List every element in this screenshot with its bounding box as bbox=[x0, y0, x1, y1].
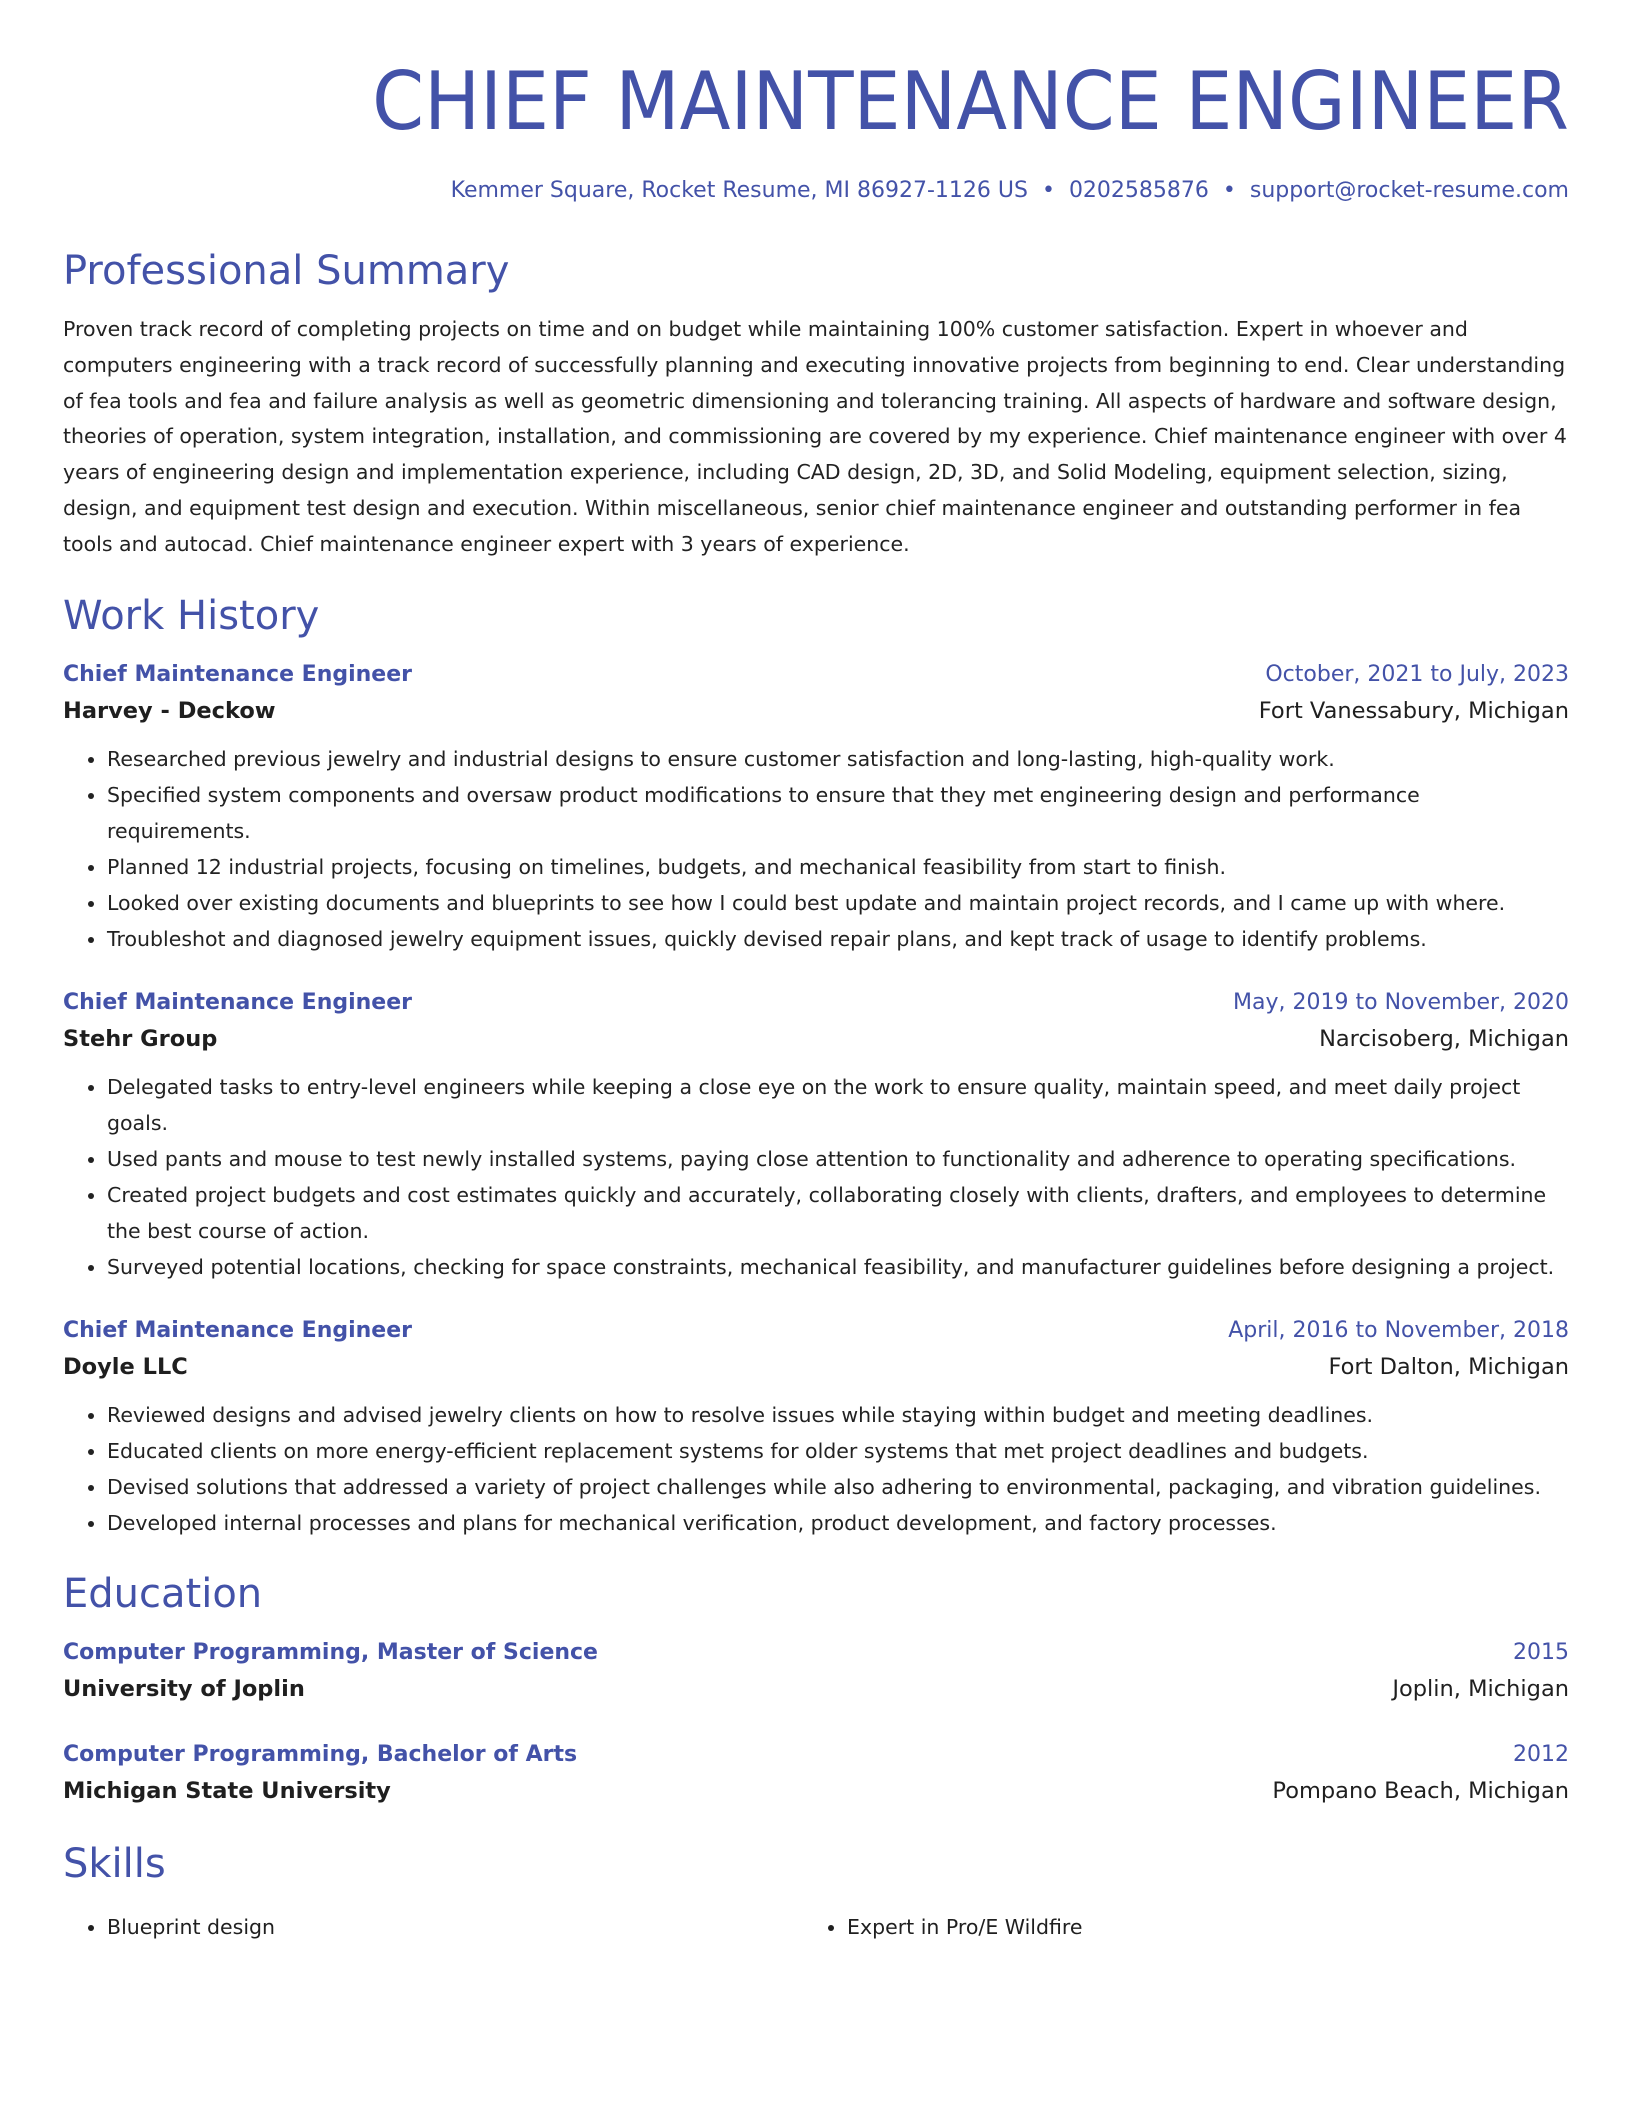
resume-header bbox=[63, 56, 1569, 206]
list-item: • Created project budgets and cost estimates quickly and accurately, collaborating closely with clients, drafters, and employees to determine the best course of action. bbox=[107, 1177, 1569, 1249]
skills-section bbox=[63, 1839, 1569, 1945]
work-history-section bbox=[63, 591, 1569, 1541]
list-item: • Planned 12 industrial projects, focusing on timelines, budgets, and mechanical feasibility from start to finish. bbox=[107, 849, 1569, 885]
contact-line bbox=[63, 176, 1569, 206]
summary-heading: Professional Summary bbox=[63, 248, 510, 294]
skills-heading: Skills bbox=[63, 1840, 166, 1887]
job-location: Fort Vanessabury, Michigan bbox=[1258, 697, 1569, 724]
job-location: Fort Dalton, Michigan bbox=[1328, 1353, 1569, 1380]
degree-name: Computer Programming, Bachelor of Arts bbox=[63, 1741, 578, 1767]
list-item: • Developed internal processes and plans for mechanical verification, product development, and factory processes. bbox=[107, 1505, 1569, 1541]
job-dates: April, 2016 to November, 2018 bbox=[1228, 1317, 1569, 1343]
job-bullet-list bbox=[63, 1397, 1569, 1541]
list-item: • Specified system components and oversaw product modifications to ensure that they met engineering design and performance requirements. bbox=[107, 777, 1569, 849]
job-role: Chief Maintenance Engineer bbox=[63, 661, 413, 687]
list-item: • Educated clients on more energy-efficient replacement systems for older systems that met project deadlines and budgets. bbox=[107, 1433, 1569, 1469]
list-item: • Used pants and mouse to test newly installed systems, paying close attention to functionality and adherence to operating specifications. bbox=[107, 1141, 1569, 1177]
skill-item: • Blueprint design bbox=[107, 1909, 803, 1945]
summary-text: Proven track record of completing projects on time and on budget while maintaining 100% customer satisfaction. Expert in whoever and computers engineering with a track record of successfully planning and executing innovative projects from beginning to end. Clear understanding of fea tools and fea and failure analysis as well as geometric dimensioning and tolerancing training. All aspects of hardware and software design, theories of operation, system integration, installation, and commissioning are covered by my experience. Chief maintenance engineer with over 4 years of engineering design and implementation experience, including CAD design, 2D, 3D, and Solid Modeling, equipment selection, sizing, design, and equipment test design and execution. Within miscellaneous, senior chief maintenance engineer and outstanding performer in fea tools and autocad. Chief maintenance engineer expert with 3 years of experience. bbox=[63, 317, 1567, 556]
job-company: Doyle LLC bbox=[63, 1353, 188, 1380]
summary-section bbox=[63, 246, 1569, 563]
job-dates: October, 2021 to July, 2023 bbox=[1265, 661, 1569, 687]
job-dates: May, 2019 to November, 2020 bbox=[1233, 989, 1569, 1015]
job-entry bbox=[63, 659, 1569, 957]
job-location: Narcisoberg, Michigan bbox=[1319, 1025, 1569, 1052]
graduation-year: 2012 bbox=[1513, 1741, 1569, 1767]
skill-item: • Expert in Pro/E Wildfire bbox=[847, 1909, 1543, 1945]
list-item: • Devised solutions that addressed a variety of project challenges while also adhering to environmental, packaging, and vibration guidelines. bbox=[107, 1469, 1569, 1505]
school-location: Joplin, Michigan bbox=[1392, 1675, 1569, 1702]
job-bullet-list bbox=[63, 741, 1569, 957]
skills-grid bbox=[63, 1909, 1569, 1945]
list-item: • Troubleshot and diagnosed jewelry equipment issues, quickly devised repair plans, and kept track of usage to identify problems. bbox=[107, 921, 1569, 957]
school-location: Pompano Beach, Michigan bbox=[1272, 1777, 1569, 1804]
job-entry bbox=[63, 987, 1569, 1285]
bullet-separator: • bbox=[1222, 178, 1236, 203]
skills-list-left bbox=[63, 1909, 803, 1945]
education-entry bbox=[63, 1637, 1569, 1709]
education-section bbox=[63, 1569, 1569, 1811]
list-item: • Looked over existing documents and blueprints to see how I could best update and maintain project records, and I came up with where. bbox=[107, 885, 1569, 921]
phone-text: 0202585876 bbox=[1068, 178, 1209, 203]
job-role: Chief Maintenance Engineer bbox=[63, 989, 413, 1015]
bullet-separator: • bbox=[1041, 178, 1055, 203]
work-history-heading: Work History bbox=[63, 592, 320, 639]
graduation-year: 2015 bbox=[1513, 1639, 1569, 1665]
list-item: • Delegated tasks to entry-level engineers while keeping a close eye on the work to ensure quality, maintain speed, and meet daily project goals. bbox=[107, 1069, 1569, 1141]
job-bullet-list bbox=[63, 1069, 1569, 1285]
education-heading: Education bbox=[63, 1570, 263, 1617]
job-title-heading: CHIEF MAINTENANCE ENGINEER bbox=[372, 55, 1569, 148]
list-item: • Reviewed designs and advised jewelry clients on how to resolve issues while staying within budget and meeting deadlines. bbox=[107, 1397, 1569, 1433]
job-company: Harvey - Deckow bbox=[63, 697, 276, 724]
school-name: University of Joplin bbox=[63, 1675, 305, 1702]
job-company: Stehr Group bbox=[63, 1025, 218, 1052]
address-text: Kemmer Square, Rocket Resume, MI 86927-1126 US bbox=[450, 178, 1028, 203]
email-link[interactable]: support@rocket-resume.com bbox=[1249, 178, 1569, 203]
list-item: • Surveyed potential locations, checking for space constraints, mechanical feasibility, and manufacturer guidelines before designing a project. bbox=[107, 1249, 1569, 1285]
list-item: • Researched previous jewelry and industrial designs to ensure customer satisfaction and long-lasting, high-quality work. bbox=[107, 741, 1569, 777]
skills-list-right bbox=[803, 1909, 1543, 1945]
degree-name: Computer Programming, Master of Science bbox=[63, 1639, 598, 1665]
education-entry bbox=[63, 1739, 1569, 1811]
job-entry bbox=[63, 1315, 1569, 1541]
job-role: Chief Maintenance Engineer bbox=[63, 1317, 413, 1343]
school-name: Michigan State University bbox=[63, 1777, 391, 1804]
